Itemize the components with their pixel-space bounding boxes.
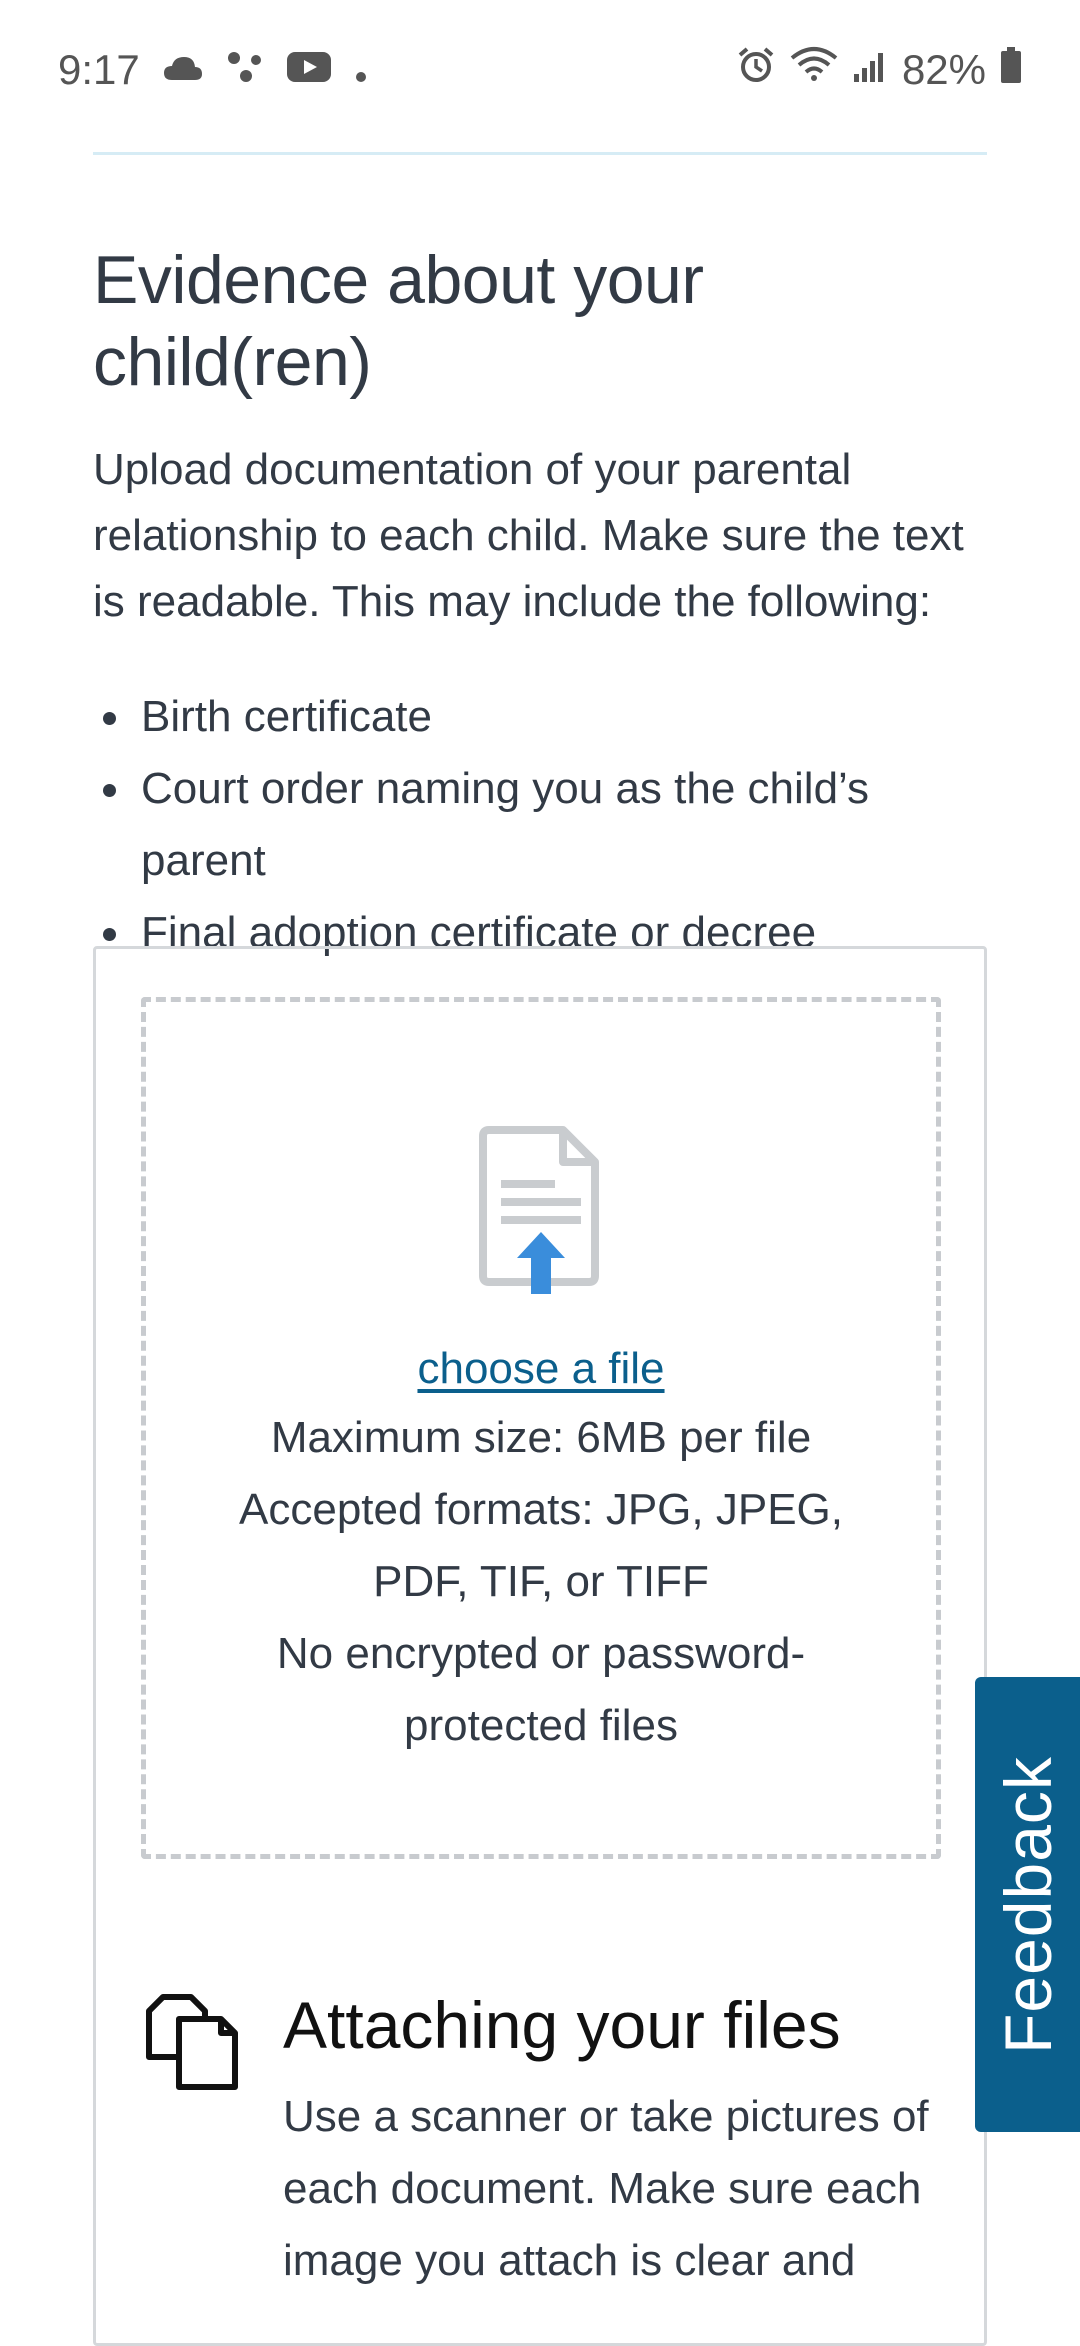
signal-icon	[852, 46, 888, 94]
header-divider	[93, 152, 987, 155]
section-intro: Upload documentation of your parental relationship to each child. Make sure the text is readable. This may include the following:	[93, 445, 964, 627]
list-item: Final adoption certificate or decree	[93, 897, 987, 969]
status-left	[58, 46, 368, 94]
clock: 9:17	[58, 46, 140, 93]
choose-file-link[interactable]: choose a file	[417, 1344, 665, 1393]
encryption-note-text: No encrypted or password-protected files	[276, 1629, 806, 1750]
cloud-icon	[162, 46, 204, 94]
copy-files-icon	[141, 1993, 239, 2091]
youtube-icon	[286, 46, 332, 94]
accepted-formats-text: Accepted formats: JPG, JPEG, PDF, TIF, or TIFF	[239, 1485, 843, 1606]
alarm-icon	[736, 45, 776, 95]
status-bar	[0, 0, 1080, 140]
file-dropzone[interactable]	[141, 997, 941, 1859]
document-list	[93, 681, 987, 969]
max-size-text: Maximum size: 6MB per file	[270, 1413, 812, 1462]
main-content	[93, 240, 987, 969]
list-item: Court order naming you as the child’s parent	[93, 753, 987, 897]
status-right	[736, 45, 1022, 95]
attaching-files-title: Attaching your files	[283, 1988, 841, 2062]
attaching-files-body: Use a scanner or take pictures of each document. Make sure each image you attach is clear and	[283, 2092, 929, 2285]
dot-icon	[354, 46, 368, 94]
file-upload-icon	[479, 1124, 603, 1294]
battery-icon	[1000, 46, 1022, 94]
wifi-icon	[790, 46, 838, 94]
feedback-label: Feedback	[990, 1755, 1065, 2054]
dots-icon	[226, 46, 264, 94]
upload-card	[93, 946, 987, 2346]
feedback-button[interactable]	[975, 1677, 1080, 2132]
section-title: Evidence about your child(ren)	[93, 242, 704, 400]
battery-percent: 82%	[901, 46, 986, 93]
list-item: Birth certificate	[93, 681, 987, 753]
